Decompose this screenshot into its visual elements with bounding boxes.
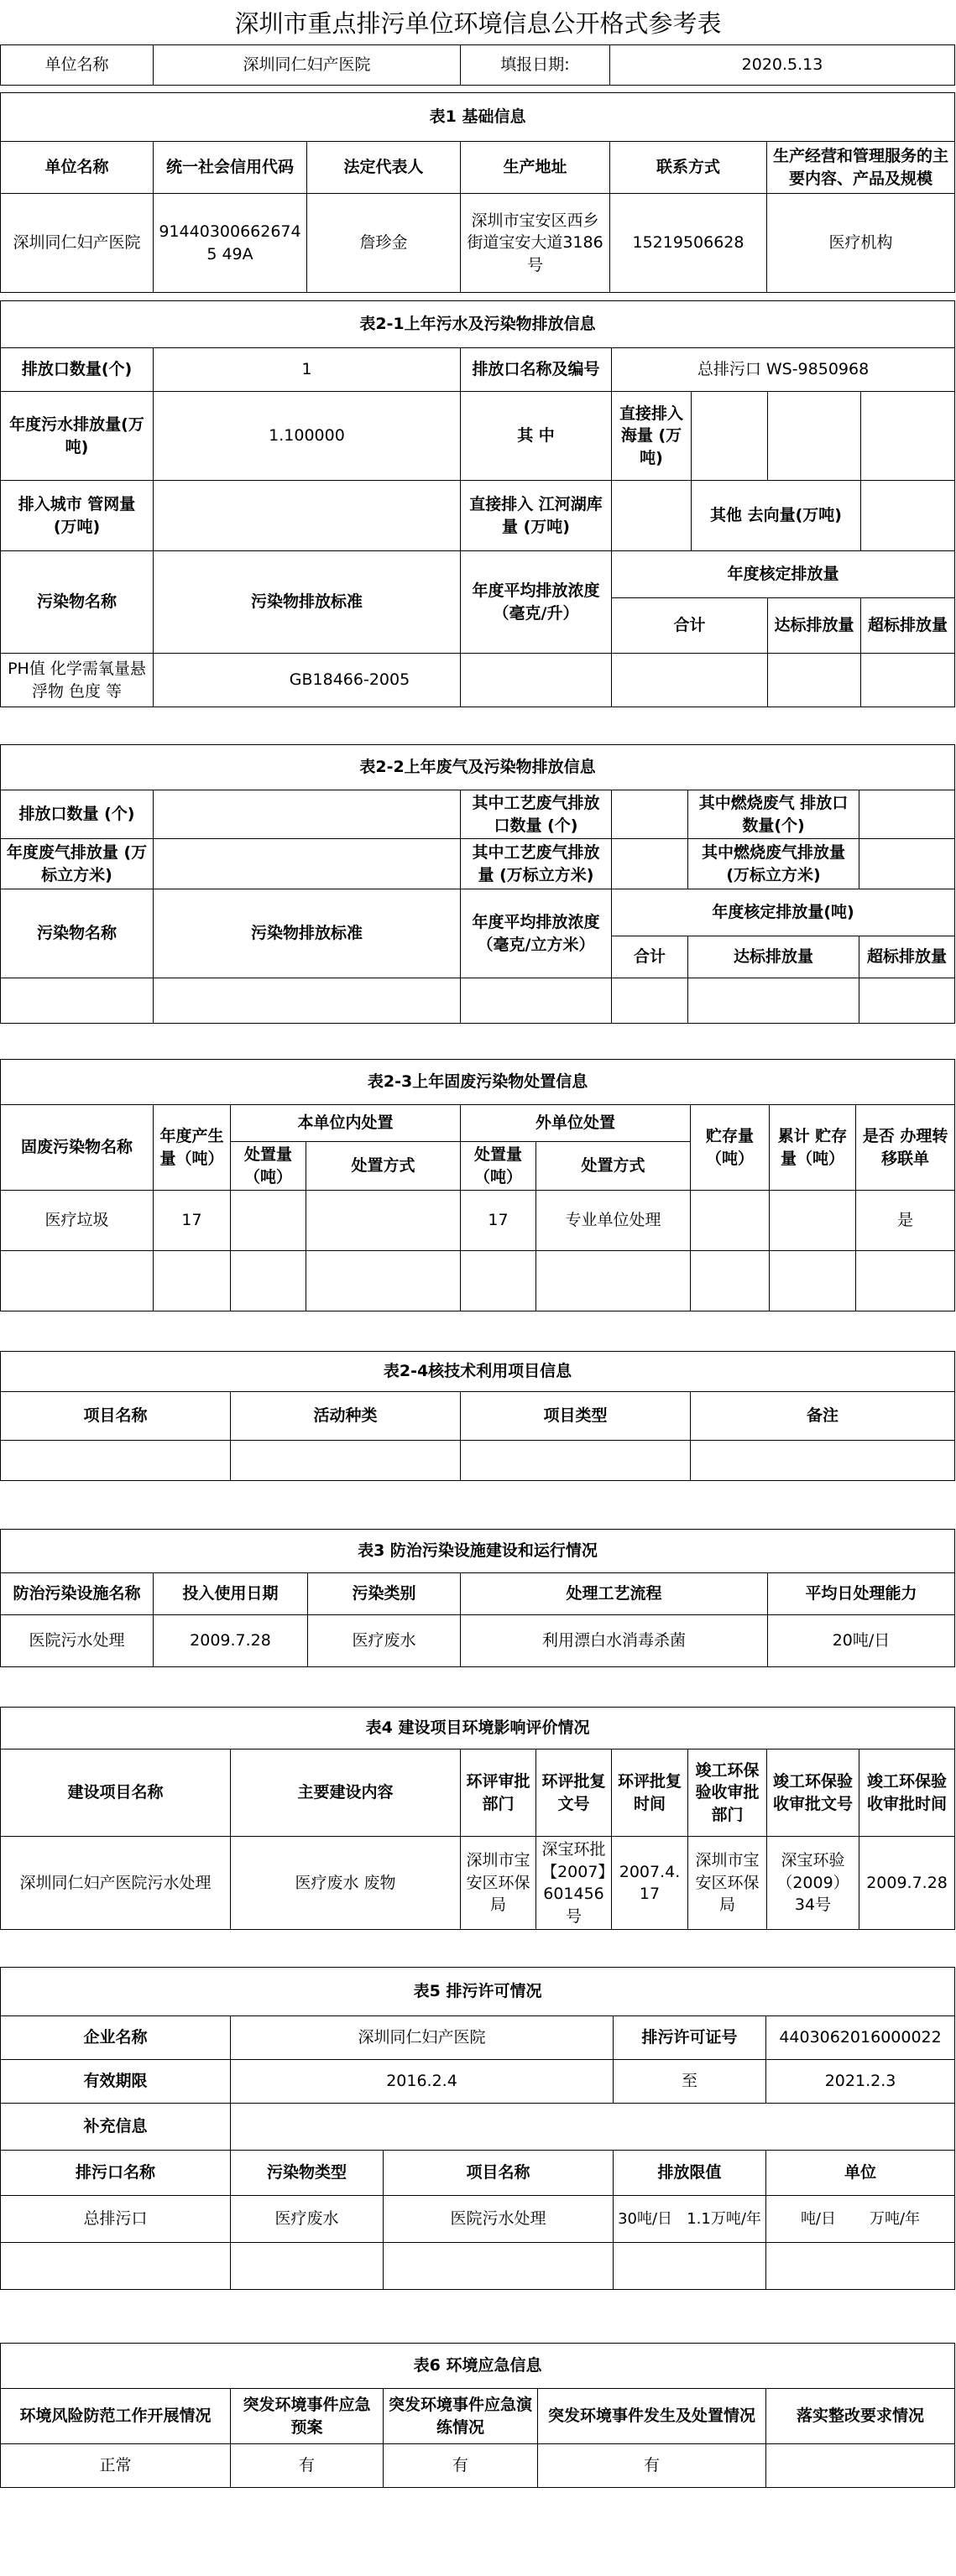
date-label: 填报日期: <box>461 45 610 86</box>
t24-cell <box>231 1441 461 1481</box>
t4-col: 主要建设内容 <box>231 1749 461 1837</box>
t21-outlet-name-label: 排放口名称及编号 <box>461 348 612 392</box>
t4-cell: 深宝环批【2007】601456号 <box>536 1837 612 1930</box>
t22-combustion-outlet-label: 其中燃烧废气 排放口数量(个) <box>688 790 859 839</box>
t23-transfer-value: 是 <box>856 1191 955 1251</box>
t1-cell: 深圳同仁妇产医院 <box>1 194 154 293</box>
t21-cell <box>861 481 955 551</box>
t6-col: 突发环境事件应急预案 <box>231 2389 384 2444</box>
exhaust-table <box>0 744 955 1024</box>
t23-cell <box>770 1251 856 1311</box>
t24-col: 备注 <box>691 1392 955 1441</box>
t5-col: 污染物类型 <box>231 2151 384 2196</box>
t4-cell: 深圳市宝安区环保局 <box>688 1837 767 1930</box>
t22-total-label: 合计 <box>612 936 688 978</box>
t21-approved-label: 年度核定排放量 <box>612 551 955 598</box>
t23-outside-qty-label: 处置量（吨） <box>461 1142 536 1191</box>
t4-col: 竣工环保验收审批时间 <box>859 1749 955 1837</box>
t4-cell: 2009.7.28 <box>859 1837 955 1930</box>
t4-cell: 2007.4.17 <box>612 1837 688 1930</box>
t24-col: 活动种类 <box>231 1392 461 1441</box>
t22-cell <box>612 978 688 1024</box>
t23-waste-name: 医疗垃圾 <box>1 1191 154 1251</box>
t22-cell <box>859 839 955 889</box>
t5-valid-from: 2016.2.4 <box>231 2060 614 2104</box>
t1-col: 生产地址 <box>461 142 610 194</box>
t5-limit: 30吨/日 1.1万吨/年 <box>614 2196 766 2243</box>
t3-col: 污染类别 <box>308 1573 461 1615</box>
t1-col: 法定代表人 <box>307 142 461 194</box>
table5-caption: 表5 排污许可情况 <box>1 1968 955 2016</box>
t23-cell <box>461 1251 536 1311</box>
t3-cell: 医院污水处理 <box>1 1615 154 1667</box>
t5-project: 医院污水处理 <box>384 2196 614 2243</box>
t23-cum-storage-label: 累计 贮存量（吨） <box>770 1105 856 1191</box>
t21-standard-label: 污染物排放标准 <box>154 551 461 654</box>
t21-cell <box>768 654 861 707</box>
t23-annual-value: 17 <box>154 1191 231 1251</box>
t1-col: 单位名称 <box>1 142 154 194</box>
t22-cell <box>859 790 955 839</box>
t24-cell <box>691 1441 955 1481</box>
sewage-table <box>0 300 955 707</box>
t22-process-outlet-label: 其中工艺废气排放口数量 (个) <box>461 790 612 839</box>
t5-col: 项目名称 <box>384 2151 614 2196</box>
t5-permit-value: 4403062016000022 <box>766 2016 955 2060</box>
t3-col: 处理工艺流程 <box>461 1573 768 1615</box>
table21-caption: 表2-1上年污水及污染物排放信息 <box>1 301 955 348</box>
t6-cell <box>766 2444 955 2488</box>
t21-outlet-count-label: 排放口数量(个) <box>1 348 154 392</box>
t21-among-label: 其 中 <box>461 392 612 481</box>
t23-inside-method-label: 处置方式 <box>306 1142 461 1191</box>
t23-inside-qty-label: 处置量（吨） <box>231 1142 306 1191</box>
header-table <box>0 44 955 86</box>
table23-caption: 表2-3上年固废污染物处置信息 <box>1 1060 955 1105</box>
t23-outside-label: 外单位处置 <box>461 1105 691 1142</box>
t5-company-value: 深圳同仁妇产医院 <box>231 2016 614 2060</box>
table3-caption: 表3 防治污染设施建设和运行情况 <box>1 1530 955 1573</box>
t5-outlet: 总排污口 <box>1 2196 231 2243</box>
t5-cell <box>614 2243 766 2290</box>
table6-caption: 表6 环境应急信息 <box>1 2344 955 2389</box>
t23-cell <box>691 1191 770 1251</box>
table4-caption: 表4 建设项目环境影响评价情况 <box>1 1708 955 1749</box>
t5-unit: 吨/日 万吨/年 <box>766 2196 955 2243</box>
t21-direct-river-label: 直接排入 江河湖库量 (万吨) <box>461 481 612 551</box>
t21-pollutant-value: PH值 化学需氧量悬浮物 色度 等 <box>1 654 154 707</box>
emergency-table <box>0 2343 955 2488</box>
t23-cell <box>691 1251 770 1311</box>
t4-col: 环评审批部门 <box>461 1749 536 1837</box>
t1-col: 生产经营和管理服务的主要内容、产品及规模 <box>767 142 955 194</box>
t21-pollutant-name-label: 污染物名称 <box>1 551 154 654</box>
t22-standard-label: 污染物排放标准 <box>154 889 461 978</box>
table1-caption: 表1 基础信息 <box>1 93 955 142</box>
t5-type: 医疗废水 <box>231 2196 384 2243</box>
nuclear-tech-table <box>0 1351 955 1481</box>
t22-cell <box>612 839 688 889</box>
t21-avg-conc-label: 年度平均排放浓度（毫克/升） <box>461 551 612 654</box>
t3-col: 防治污染设施名称 <box>1 1573 154 1615</box>
t23-name-label: 固废污染物名称 <box>1 1105 154 1191</box>
t23-cell <box>770 1191 856 1251</box>
t22-annual-gas-label: 年度废气排放量 (万标立方米) <box>1 839 154 889</box>
t21-other-label: 其他 去向量(万吨) <box>692 481 861 551</box>
t21-city-pipe-label: 排入城市 管网量 (万吨) <box>1 481 154 551</box>
t6-col: 环境风险防范工作开展情况 <box>1 2389 231 2444</box>
t21-cell <box>612 481 692 551</box>
t21-cell <box>692 392 768 481</box>
t23-inside-label: 本单位内处置 <box>231 1105 461 1142</box>
t21-cell <box>612 654 768 707</box>
t22-outlet-count-label: 排放口数量 (个) <box>1 790 154 839</box>
t24-cell <box>461 1441 691 1481</box>
solid-waste-table <box>0 1059 955 1311</box>
t1-cell: 深圳市宝安区西乡街道宝安大道3186号 <box>461 194 610 293</box>
t22-cell <box>859 978 955 1024</box>
t21-annual-sewage-label: 年度污水排放量(万吨) <box>1 392 154 481</box>
t1-col: 统一社会信用代码 <box>154 142 307 194</box>
t22-process-gas-label: 其中工艺废气排放量 (万标立方米) <box>461 839 612 889</box>
date-value: 2020.5.13 <box>610 45 955 86</box>
t6-cell: 正常 <box>1 2444 231 2488</box>
basic-info-table <box>0 92 955 293</box>
t3-cell: 利用漂白水消毒杀菌 <box>461 1615 768 1667</box>
t1-cell: 詹珍金 <box>307 194 461 293</box>
t23-cell <box>231 1251 306 1311</box>
t21-outlet-name-value: 总排污口 WS-9850968 <box>612 348 955 392</box>
t3-cell: 20吨/日 <box>768 1615 955 1667</box>
t5-cell <box>231 2243 384 2290</box>
t22-cell <box>688 978 859 1024</box>
t21-direct-sea-label: 直接排入海量 (万吨) <box>612 392 692 481</box>
t3-col: 投入使用日期 <box>154 1573 308 1615</box>
t23-out-qty-value: 17 <box>461 1191 536 1251</box>
t23-out-method-value: 专业单位处理 <box>536 1191 691 1251</box>
t22-cell <box>154 978 461 1024</box>
t4-cell: 深宝环验（2009）34号 <box>767 1837 859 1930</box>
t23-cell <box>306 1251 461 1311</box>
t21-cell <box>861 392 955 481</box>
t4-cell: 深圳市宝安区环保局 <box>461 1837 536 1930</box>
t23-cell <box>231 1191 306 1251</box>
t22-pollutant-name-label: 污染物名称 <box>1 889 154 978</box>
t22-avg-conc-label: 年度平均排放浓度（毫克/立方米） <box>461 889 612 978</box>
t21-outlet-count-value: 1 <box>154 348 461 392</box>
table24-caption: 表2-4核技术利用项目信息 <box>1 1352 955 1392</box>
permit-table <box>0 1967 955 2290</box>
t22-cell <box>154 790 461 839</box>
t21-within-label: 达标排放量 <box>768 598 861 654</box>
t21-standard-value: GB18466-2005 <box>154 654 461 707</box>
t5-cell <box>1 2243 231 2290</box>
t4-col: 建设项目名称 <box>1 1749 231 1837</box>
t24-col: 项目类型 <box>461 1392 691 1441</box>
t24-cell <box>1 1441 231 1481</box>
table22-caption: 表2-2上年废气及污染物排放信息 <box>1 745 955 790</box>
eia-table <box>0 1707 955 1930</box>
t23-cell <box>856 1251 955 1311</box>
t23-cell <box>1 1251 154 1311</box>
t5-validity-label: 有效期限 <box>1 2060 231 2104</box>
t4-col: 竣工环保验收审批文号 <box>767 1749 859 1837</box>
t1-cell: 医疗机构 <box>767 194 955 293</box>
t22-cell <box>1 978 154 1024</box>
t5-supplement-value <box>231 2104 955 2151</box>
t23-cell <box>154 1251 231 1311</box>
t5-supplement-label: 补充信息 <box>1 2104 231 2151</box>
t4-col: 竣工环保验收审批部门 <box>688 1749 767 1837</box>
t6-col: 突发环境事件应急演练情况 <box>384 2389 538 2444</box>
t22-cell <box>461 978 612 1024</box>
t6-cell: 有 <box>538 2444 766 2488</box>
unit-label: 单位名称 <box>1 45 154 86</box>
t24-col: 项目名称 <box>1 1392 231 1441</box>
t23-cell <box>306 1191 461 1251</box>
t23-outside-method-label: 处置方式 <box>536 1142 691 1191</box>
t5-col: 排放限值 <box>614 2151 766 2196</box>
t6-col: 落实整改要求情况 <box>766 2389 955 2444</box>
t23-annual-label: 年度产生量（吨） <box>154 1105 231 1191</box>
t23-storage-label: 贮存量（吨） <box>691 1105 770 1191</box>
t5-to-label: 至 <box>614 2060 766 2104</box>
t4-col: 环评批复时间 <box>612 1749 688 1837</box>
t4-col: 环评批复文号 <box>536 1749 612 1837</box>
t5-cell <box>384 2243 614 2290</box>
t21-annual-sewage-value: 1.100000 <box>154 392 461 481</box>
t1-col: 联系方式 <box>610 142 767 194</box>
t5-company-label: 企业名称 <box>1 2016 231 2060</box>
t22-approved-label: 年度核定排放量(吨) <box>612 889 955 936</box>
t4-cell: 深圳同仁妇产医院污水处理 <box>1 1837 231 1930</box>
t5-permit-label: 排污许可证号 <box>614 2016 766 2060</box>
t6-cell: 有 <box>231 2444 384 2488</box>
t5-cell <box>766 2243 955 2290</box>
facility-table <box>0 1529 955 1667</box>
t5-col: 单位 <box>766 2151 955 2196</box>
t23-cell <box>536 1251 691 1311</box>
t3-cell: 2009.7.28 <box>154 1615 308 1667</box>
t3-cell: 医疗废水 <box>308 1615 461 1667</box>
t22-combustion-gas-label: 其中燃烧废气排放量 (万标立方米) <box>688 839 859 889</box>
t3-col: 平均日处理能力 <box>768 1573 955 1615</box>
t22-cell <box>612 790 688 839</box>
t21-exceed-label: 超标排放量 <box>861 598 955 654</box>
t22-within-label: 达标排放量 <box>688 936 859 978</box>
t22-exceed-label: 超标排放量 <box>859 936 955 978</box>
t6-cell: 有 <box>384 2444 538 2488</box>
t5-valid-to: 2021.2.3 <box>766 2060 955 2104</box>
t1-cell: 914403006626745 49A <box>154 194 307 293</box>
t21-cell <box>861 654 955 707</box>
t4-cell: 医疗废水 废物 <box>231 1837 461 1930</box>
t22-cell <box>154 839 461 889</box>
t21-total-label: 合计 <box>612 598 768 654</box>
unit-value: 深圳同仁妇产医院 <box>154 45 461 86</box>
t21-cell <box>768 392 861 481</box>
t21-cell <box>154 481 461 551</box>
t5-col: 排污口名称 <box>1 2151 231 2196</box>
page-title: 深圳市重点排污单位环境信息公开格式参考表 <box>234 9 722 38</box>
t1-cell: 15219506628 <box>610 194 767 293</box>
t6-col: 突发环境事件发生及处置情况 <box>538 2389 766 2444</box>
t21-cell <box>461 654 612 707</box>
t23-transfer-label: 是否 办理转移联单 <box>856 1105 955 1191</box>
